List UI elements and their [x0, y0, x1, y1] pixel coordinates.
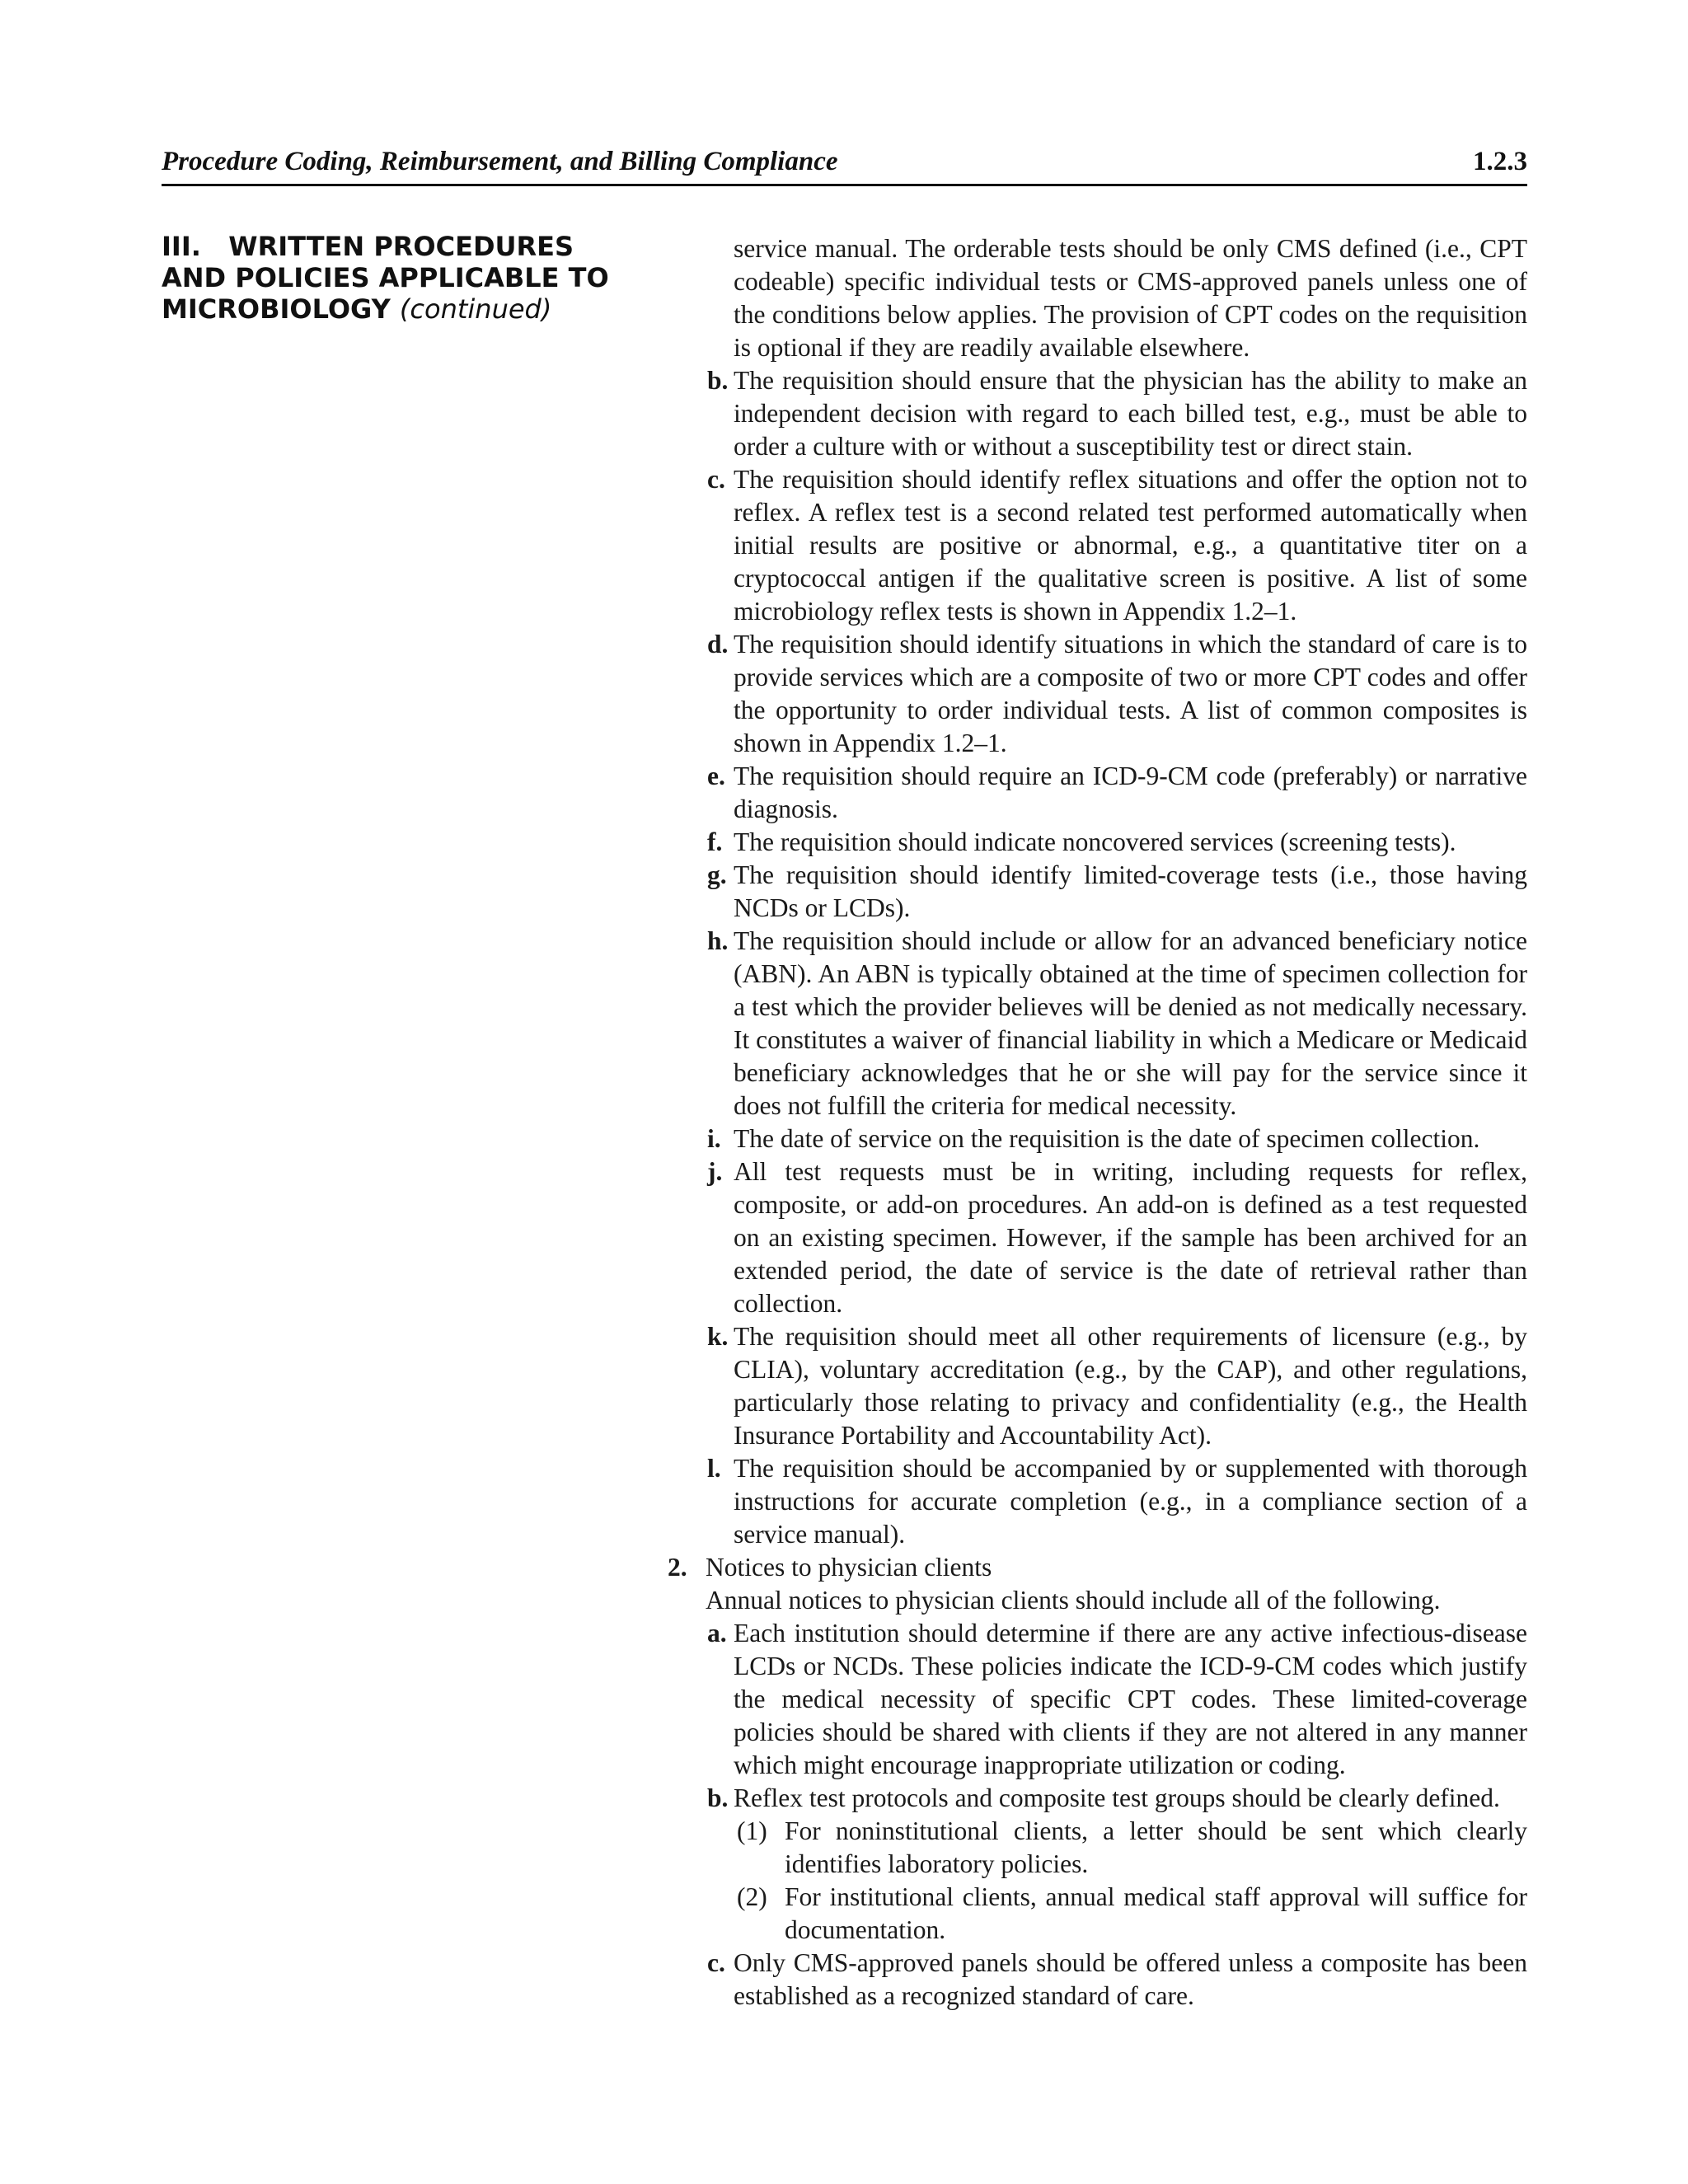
section-heading-line-2: AND POLICIES APPLICABLE TO: [162, 262, 609, 293]
list-item-e: [659, 760, 1527, 826]
list-item-f: [659, 826, 1527, 859]
list-item-text: All test requests must be in writing, including requests for reflex, composite, or add-on procedures. An add-on is defined as a test requested on an existing specimen. However, if the sample has been archived for an extended period, the date of service is the date of retrieval rather than collection.: [734, 1157, 1527, 1318]
list-item-text: The requisition should identify situations in which the standard of care is to provide services which are a composite of two or more CPT codes and offer the opportunity to order individual tests. A list of common composites is shown in Appendix 1.2–1.: [734, 630, 1527, 757]
notices-title: Notices to physician clients: [706, 1553, 992, 1582]
list-item-text: The requisition should identify limited-coverage tests (i.e., those having NCDs or LCDs).: [734, 860, 1527, 922]
list-marker: a.: [707, 1619, 727, 1647]
list-item-i: [659, 1122, 1527, 1155]
list-item-text: The requisition should meet all other requirements of licensure (e.g., by CLIA), voluntary accreditation (e.g., by the CAP), and other regulations, particularly those relating to privacy and confidentiality (e.g., the Health Insurance Portability and Accountability Act).: [734, 1322, 1527, 1450]
notice-item-a: [659, 1617, 1527, 1782]
notice-subitem-2: [659, 1881, 1527, 1947]
list-item-g: [659, 859, 1527, 925]
main-text-column: [659, 232, 1527, 2013]
list-marker: d.: [707, 630, 729, 658]
list-marker: 2.: [668, 1553, 687, 1582]
list-item-h: [659, 925, 1527, 1122]
list-marker: b.: [707, 366, 729, 395]
list-marker: e.: [707, 762, 725, 790]
list-item-text: The requisition should be accompanied by or supplemented with thorough instructions for accurate completion (e.g., in a compliance section of a service manual).: [734, 1454, 1527, 1549]
list-item-k: [659, 1320, 1527, 1452]
list-marker: l.: [707, 1454, 721, 1483]
notices-heading: [659, 1551, 1527, 1584]
section-heading-line-3: [162, 293, 623, 325]
list-item-text: The requisition should require an ICD-9-CM code (preferably) or narrative diagnosis.: [734, 762, 1527, 823]
section-heading: [162, 231, 623, 325]
list-item-text: The requisition should include or allow for an advanced beneficiary notice (ABN). An ABN is typically obtained at the time of specimen collection for a test which the provider believes will be denied as not medically necessary. It constitutes a waiver of financial liability in which a Medicare or Medicaid beneficiary acknowledges that he or she will pay for the service since it does not fulfill the criteria for medical necessity.: [734, 926, 1527, 1120]
list-item-text: The requisition should identify reflex situations and offer the option not to reflex. A reflex test is a second related test performed automatically when initial results are positive or abnormal, e.g., a quantitative titer on a cryptococcal antigen if the qualitative screen is positive. A list of some microbiology reflex tests is shown in Appendix 1.2–1.: [734, 465, 1527, 626]
list-marker: f.: [707, 827, 723, 856]
list-marker: g.: [707, 860, 727, 889]
list-item-b: [659, 364, 1527, 463]
notice-item-c: [659, 1947, 1527, 2013]
list-marker: c.: [707, 1948, 725, 1977]
continuation-paragraph: service manual. The orderable tests should be only CMS defined (i.e., CPT codeable) specific individual tests or CMS-approved panels unless one of the conditions below applies. The provision of CPT codes on the requisition is optional if they are readily available elsewhere.: [734, 234, 1527, 362]
notice-item-b: [659, 1782, 1527, 1815]
running-header-title: Procedure Coding, Reimbursement, and Billing Compliance: [162, 147, 838, 176]
list-item-text: Reflex test protocols and composite test groups should be clearly defined.: [734, 1783, 1500, 1812]
list-item-text: Each institution should determine if there are any active infectious-disease LCDs or NCDs. These policies indicate the ICD-9-CM codes which justify the medical necessity of specific CPT codes. These limited-coverage policies should be shared with clients if they are not altered in any manner which might encourage inappropriate utilization or coding.: [734, 1619, 1527, 1779]
notices-intro: Annual notices to physician clients should include all of the following.: [706, 1586, 1441, 1615]
list-marker: j.: [707, 1157, 723, 1186]
list-item-text: The date of service on the requisition is the date of specimen collection.: [734, 1124, 1480, 1153]
list-item-d: [659, 628, 1527, 760]
continued-label: (continued): [399, 293, 552, 325]
list-item-text: For noninstitutional clients, a letter should be sent which clearly identifies laboratory policies.: [785, 1816, 1527, 1878]
list-item-text: For institutional clients, annual medical staff approval will suffice for documentation.: [785, 1882, 1527, 1944]
list-marker: h.: [707, 926, 729, 955]
list-item-j: [659, 1155, 1527, 1320]
list-item-text: Only CMS-approved panels should be offered unless a composite has been established as a recognized standard of care.: [734, 1948, 1527, 2010]
list-marker: (2): [737, 1882, 767, 1911]
page-number: 1.2.3: [1473, 147, 1527, 176]
list-marker: b.: [707, 1783, 729, 1812]
list-item-l: [659, 1452, 1527, 1551]
list-marker: (1): [737, 1816, 767, 1845]
section-heading-line-1: III. WRITTEN PROCEDURES: [162, 231, 574, 262]
header-rule: [162, 184, 1527, 186]
list-item-text: The requisition should ensure that the physician has the ability to make an independent decision with regard to each billed test, e.g., must be able to order a culture with or without a susceptibility test or direct stain.: [734, 366, 1527, 461]
running-header: [162, 147, 1527, 177]
list-marker: i.: [707, 1124, 721, 1153]
list-item-text: The requisition should indicate noncovered services (screening tests).: [734, 827, 1456, 856]
list-item-c: [659, 463, 1527, 628]
notice-subitem-1: [659, 1815, 1527, 1881]
list-marker: c.: [707, 465, 725, 494]
section-heading-microbiology: MICROBIOLOGY: [162, 293, 391, 325]
list-marker: k.: [707, 1322, 729, 1351]
